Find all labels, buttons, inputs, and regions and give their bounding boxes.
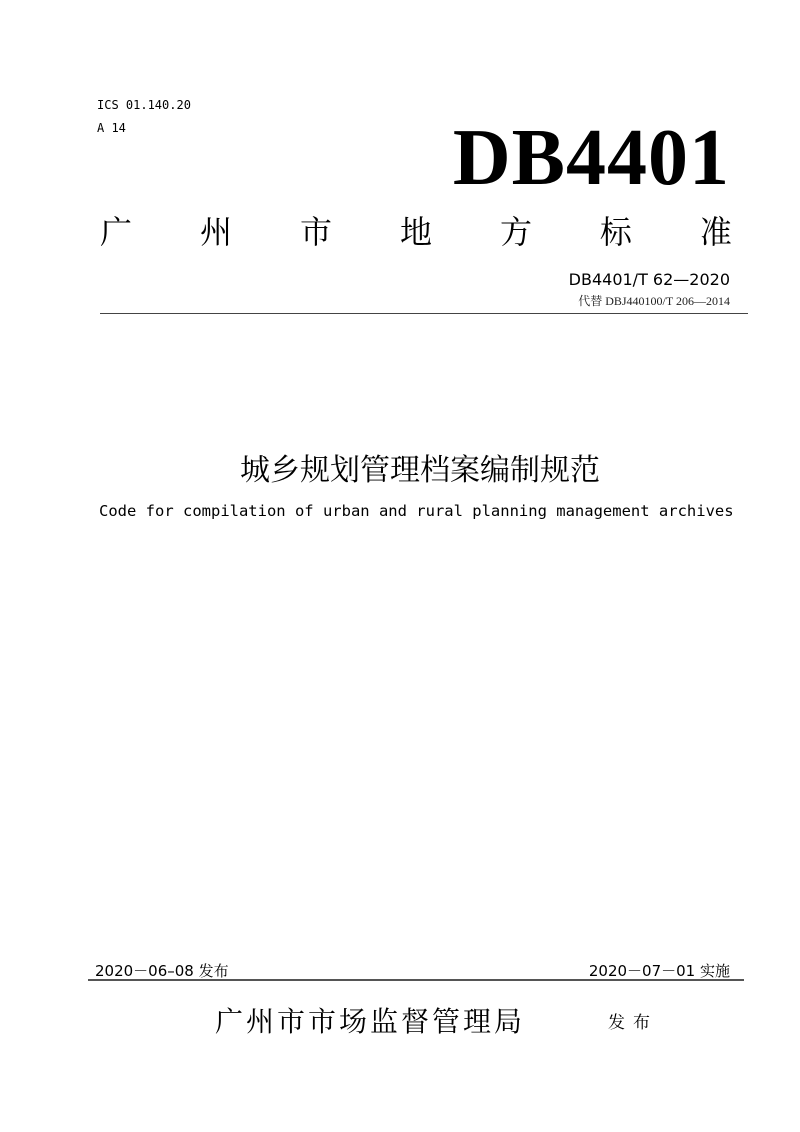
standard-logo-code: DB4401 — [452, 114, 730, 202]
issue-label: 发布 — [608, 1013, 658, 1033]
publisher-name: 广州市市场监督管理局 — [215, 1005, 526, 1038]
implement-date: 2020－07－01 实施 — [588, 962, 730, 980]
footer-divider — [88, 979, 744, 981]
publish-date: 2020－06–08 发布 — [95, 962, 229, 980]
heading-char: 标 — [599, 213, 632, 251]
standard-number: DB4401/T 62—2020 — [568, 270, 730, 289]
heading-char: 州 — [199, 213, 232, 251]
heading-char: 准 — [699, 213, 732, 251]
classification-code: A 14 — [97, 121, 126, 135]
standard-type-heading — [100, 212, 732, 252]
heading-char: 广 — [100, 213, 133, 251]
header-divider — [100, 313, 748, 314]
replaces-standard: 代替 DBJ440100/T 206—2014 — [578, 294, 730, 308]
heading-char: 地 — [399, 213, 432, 251]
ics-code: ICS 01.140.20 — [97, 98, 191, 112]
document-title-cn: 城乡规划管理档案编制规范 — [240, 453, 600, 488]
document-title-en: Code for compilation of urban and rural planning management archives — [99, 502, 734, 520]
heading-char: 方 — [499, 213, 532, 251]
heading-char: 市 — [299, 213, 332, 251]
